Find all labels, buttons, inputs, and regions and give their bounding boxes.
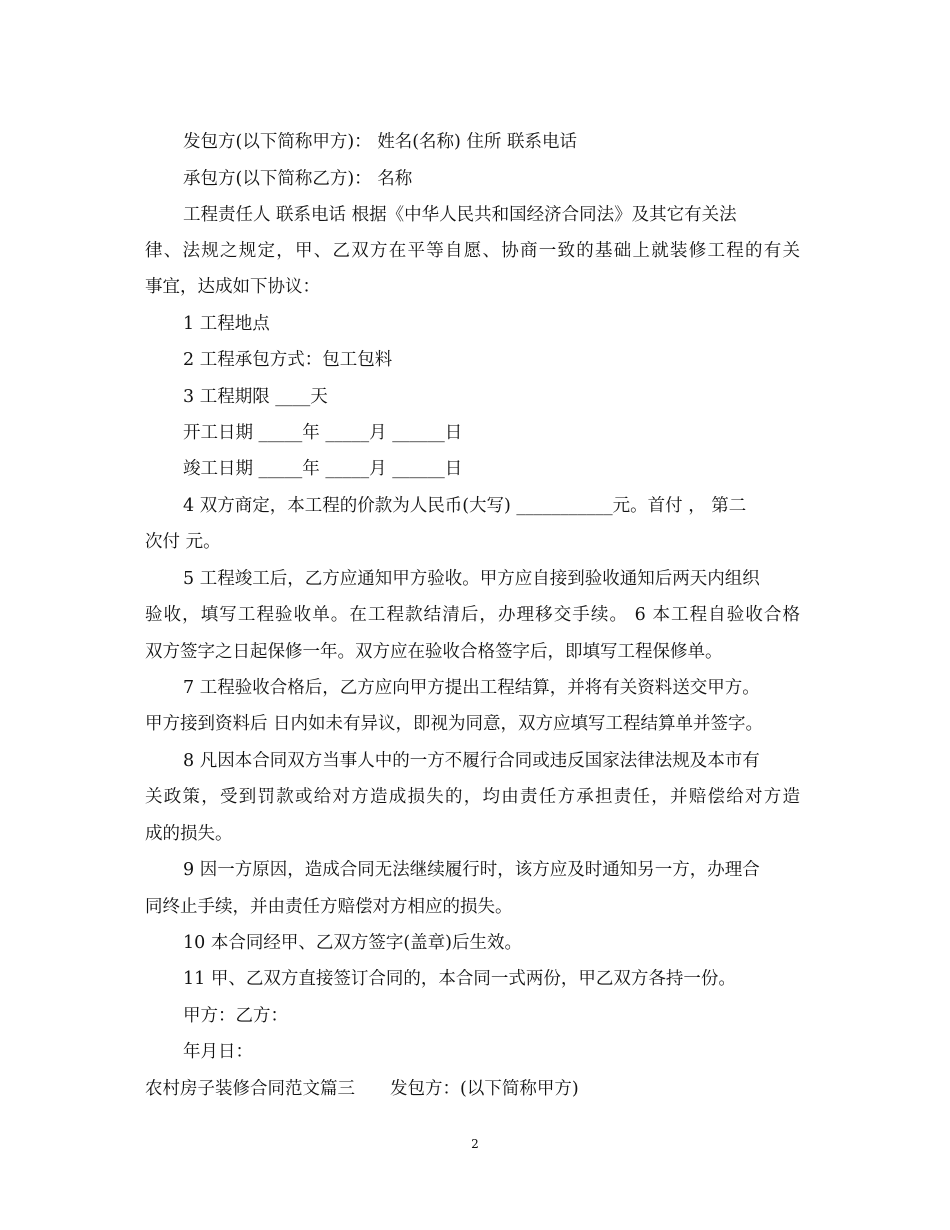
clause-11: 11 甲、乙双方直接签订合同的，本合同一式两份，甲乙双方各持一份。 — [183, 969, 736, 989]
clause-2: 2 工程承包方式：包工包料 — [183, 350, 393, 370]
clause-8-cont: 关政策，受到罚款或给对方造成损失的，均由责任方承担责任，并赔偿给对方造 — [145, 787, 800, 807]
preamble-line: 工程责任人 联系电话 根据《中华人民共和国经济合同法》及其它有关法 — [183, 205, 737, 225]
clause-7: 7 工程验收合格后，乙方应向甲方提出工程结算，并将有关资料送交甲方。 — [183, 678, 760, 698]
party-a-line: 发包方(以下简称甲方)： 姓名(名称) 住所 联系电话 — [183, 132, 577, 152]
page-number: 2 — [471, 1137, 479, 1151]
date-line: 年月日： — [183, 1042, 253, 1062]
clause-4-cont: 次付 元。 — [145, 532, 221, 552]
clause-10: 10 本合同经甲、乙双方签字(盖章)后生效。 — [183, 933, 522, 953]
clause-6-cont: 双方签字之日起保修一年。双方应在验收合格签字后，即填写工程保修单。 — [145, 642, 723, 662]
clause-3: 3 工程期限 ____天 — [183, 387, 328, 407]
next-section-heading: 农村房子装修合同范文篇三 发包方：(以下简称甲方) — [145, 1079, 579, 1099]
clause-9-cont: 同终止手续，并由责任方赔偿对方相应的损失。 — [145, 897, 513, 917]
clause-9: 9 因一方原因，造成合同无法继续履行时，该方应及时通知另一方，办理合 — [183, 860, 760, 880]
preamble-line: 事宜，达成如下协议： — [145, 277, 320, 297]
clause-8-cont: 成的损失。 — [145, 824, 233, 844]
preamble-line: 律、法规之规定，甲、乙双方在平等自愿、协商一致的基础上就装修工程的有关 — [145, 241, 800, 261]
clause-5: 5 工程竣工后，乙方应通知甲方验收。甲方应自接到验收通知后两天内组织 — [183, 569, 760, 589]
clause-5-cont: 验收，填写工程验收单。在工程款结清后，办理移交手续。 6 本工程自验收合格 — [145, 605, 800, 625]
start-date-line: 开工日期 _____年 _____月 ______日 — [183, 423, 463, 443]
clause-8: 8 凡因本合同双方当事人中的一方不履行合同或违反国家法律法规及本市有 — [183, 751, 760, 771]
party-b-line: 承包方(以下简称乙方)： 名称 — [183, 169, 413, 189]
clause-1: 1 工程地点 — [183, 314, 270, 334]
signature-line: 甲方：乙方： — [183, 1006, 288, 1026]
end-date-line: 竣工日期 _____年 _____月 ______日 — [183, 459, 463, 479]
clause-7-cont: 甲方接到资料后 日内如未有异议，即视为同意，双方应填写工程结算单并签字。 — [145, 714, 764, 734]
clause-4: 4 双方商定，本工程的价款为人民币(大写) ___________元。首付 ， 第二 — [183, 496, 747, 516]
